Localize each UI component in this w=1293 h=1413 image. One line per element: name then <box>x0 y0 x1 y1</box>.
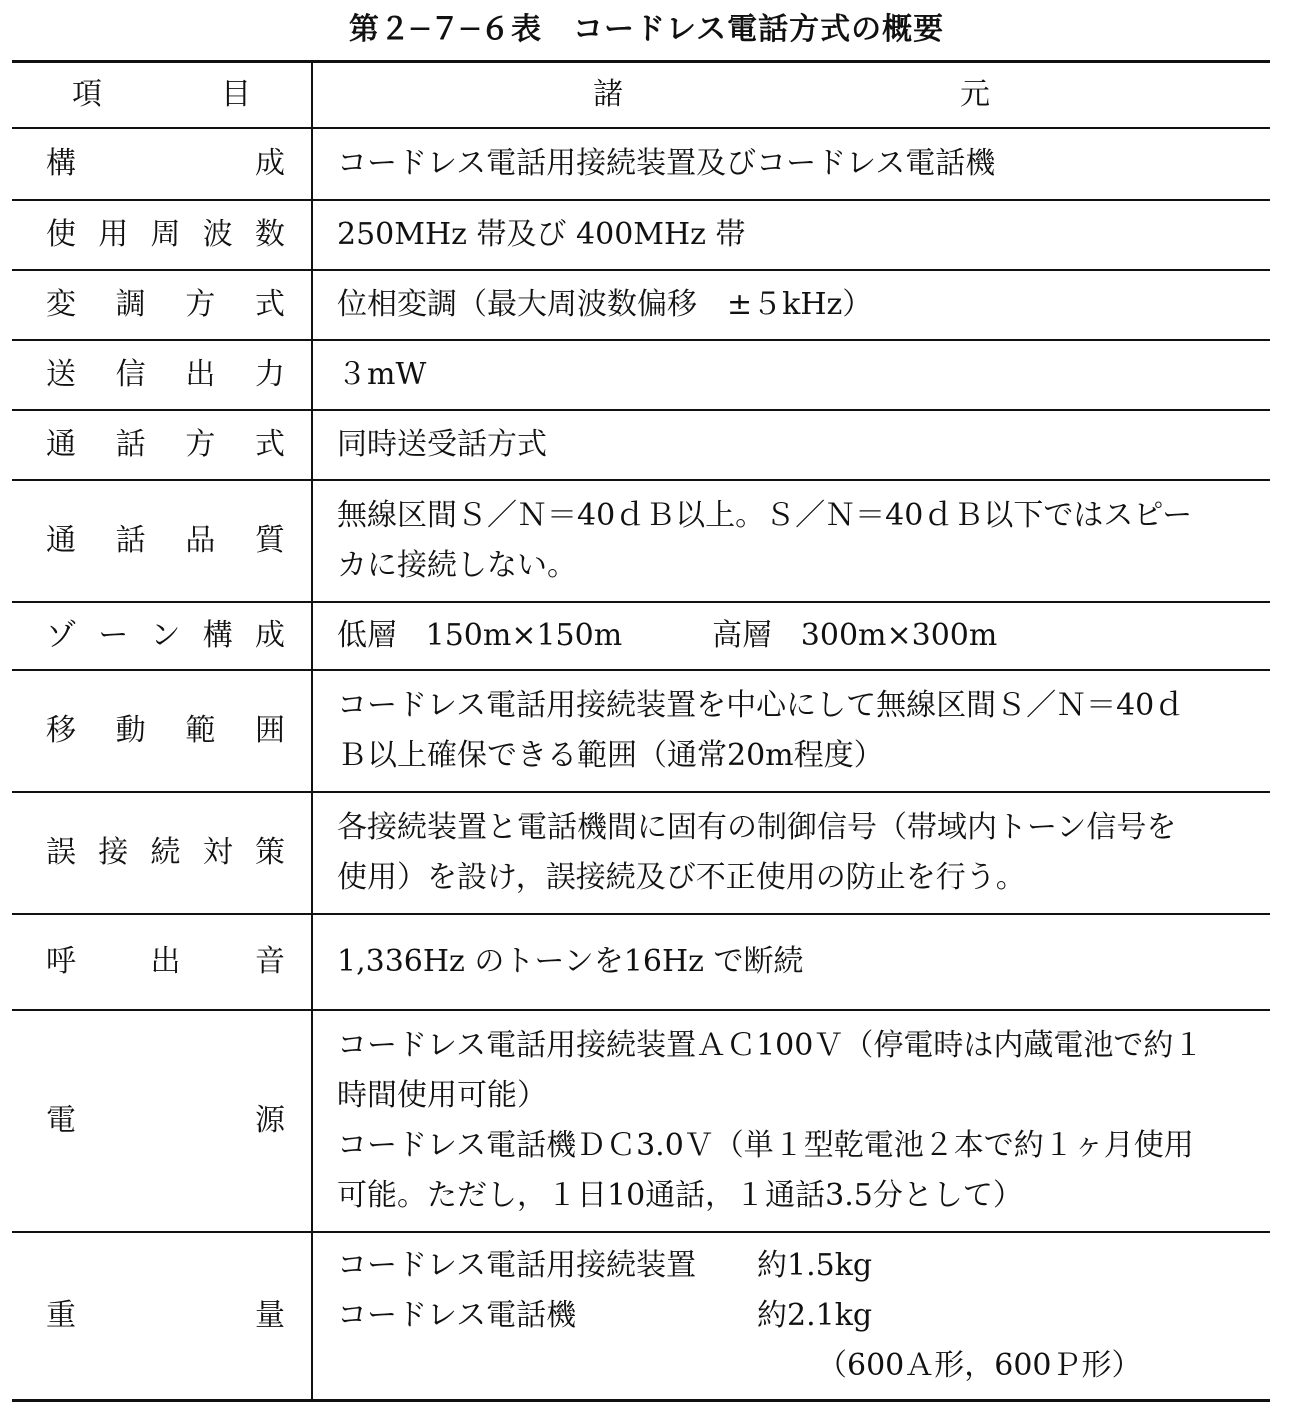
row-label: 通 話 品 質 <box>12 480 312 602</box>
table-row <box>12 200 1270 270</box>
weight-line: コードレス電話用接続装置 約1.5kg <box>337 1247 873 1283</box>
table-row <box>12 480 1270 602</box>
table-row <box>12 128 1270 200</box>
table-row <box>12 410 1270 480</box>
header-item-char: 項 <box>72 77 102 112</box>
table-row <box>12 602 1270 670</box>
table-row <box>12 1232 1270 1400</box>
table-row <box>12 340 1270 410</box>
row-value: 無線区間Ｓ／Ｎ＝40ｄＢ以上。Ｓ／Ｎ＝40ｄＢ以下ではスピー カに接続しない。 <box>312 480 1270 602</box>
spec-table <box>12 60 1270 1402</box>
row-label: 移 動 範 囲 <box>12 670 312 792</box>
table-title: 第２─７─６表 コードレス電話方式の概要 <box>348 12 945 47</box>
row-value: 位相変調（最大周波数偏移 ±５kHz） <box>312 270 1270 340</box>
header-item-char: 目 <box>221 77 251 112</box>
row-value: コードレス電話用接続装置ＡＣ100Ｖ（停電時は内蔵電池で約１ 時間使用可能） コードレス電話機ＤＣ3.0Ｖ（単１型乾電池２本で約１ヶ月使用 可能。ただし，１日10通話，１通話3.5分として） <box>312 1010 1270 1232</box>
header-item <box>12 62 312 129</box>
weight-note: （600Ａ形，600Ｐ形） <box>817 1347 1142 1383</box>
row-value <box>312 602 1270 670</box>
row-label: 誤 接 続 対 策 <box>12 792 312 914</box>
header-value <box>312 62 1270 129</box>
header-value-char: 元 <box>960 77 990 112</box>
row-label: 送 信 出 力 <box>12 340 312 410</box>
row-value <box>312 1232 1270 1400</box>
table-header-row <box>12 62 1270 129</box>
row-label: 通 話 方 式 <box>12 410 312 480</box>
row-label: 使 用 周 波 数 <box>12 200 312 270</box>
row-value: 各接続装置と電話機間に固有の制御信号（帯域内トーン信号を 使用）を設け，誤接続及び不正使用の防止を行う。 <box>312 792 1270 914</box>
row-label: 変 調 方 式 <box>12 270 312 340</box>
row-value: 250MHz 帯及び 400MHz 帯 <box>312 200 1270 270</box>
row-value: 同時送受話方式 <box>312 410 1270 480</box>
table-row <box>12 1010 1270 1232</box>
table-row <box>12 670 1270 792</box>
row-label: 重 量 <box>12 1232 312 1400</box>
row-label: 電 源 <box>12 1010 312 1232</box>
row-label: ゾ ー ン 構 成 <box>12 602 312 670</box>
row-value: コードレス電話用接続装置及びコードレス電話機 <box>312 128 1270 200</box>
row-value: ３mW <box>312 340 1270 410</box>
table-row <box>12 792 1270 914</box>
header-value-char: 諸 <box>593 77 623 112</box>
row-value: コードレス電話用接続装置を中心にして無線区間Ｓ／Ｎ＝40ｄ Ｂ以上確保できる範囲（通常20m程度） <box>312 670 1270 792</box>
table-row <box>12 914 1270 1010</box>
row-value: 1,336Hz のトーンを16Hz で断続 <box>312 914 1270 1010</box>
row-label: 呼 出 音 <box>12 914 312 1010</box>
weight-line: コードレス電話機 約2.1kg <box>337 1297 873 1333</box>
row-label: 構 成 <box>12 128 312 200</box>
zone-line: 低層 150m×150m 高層 300m×300m <box>337 618 998 653</box>
table-row <box>12 270 1270 340</box>
